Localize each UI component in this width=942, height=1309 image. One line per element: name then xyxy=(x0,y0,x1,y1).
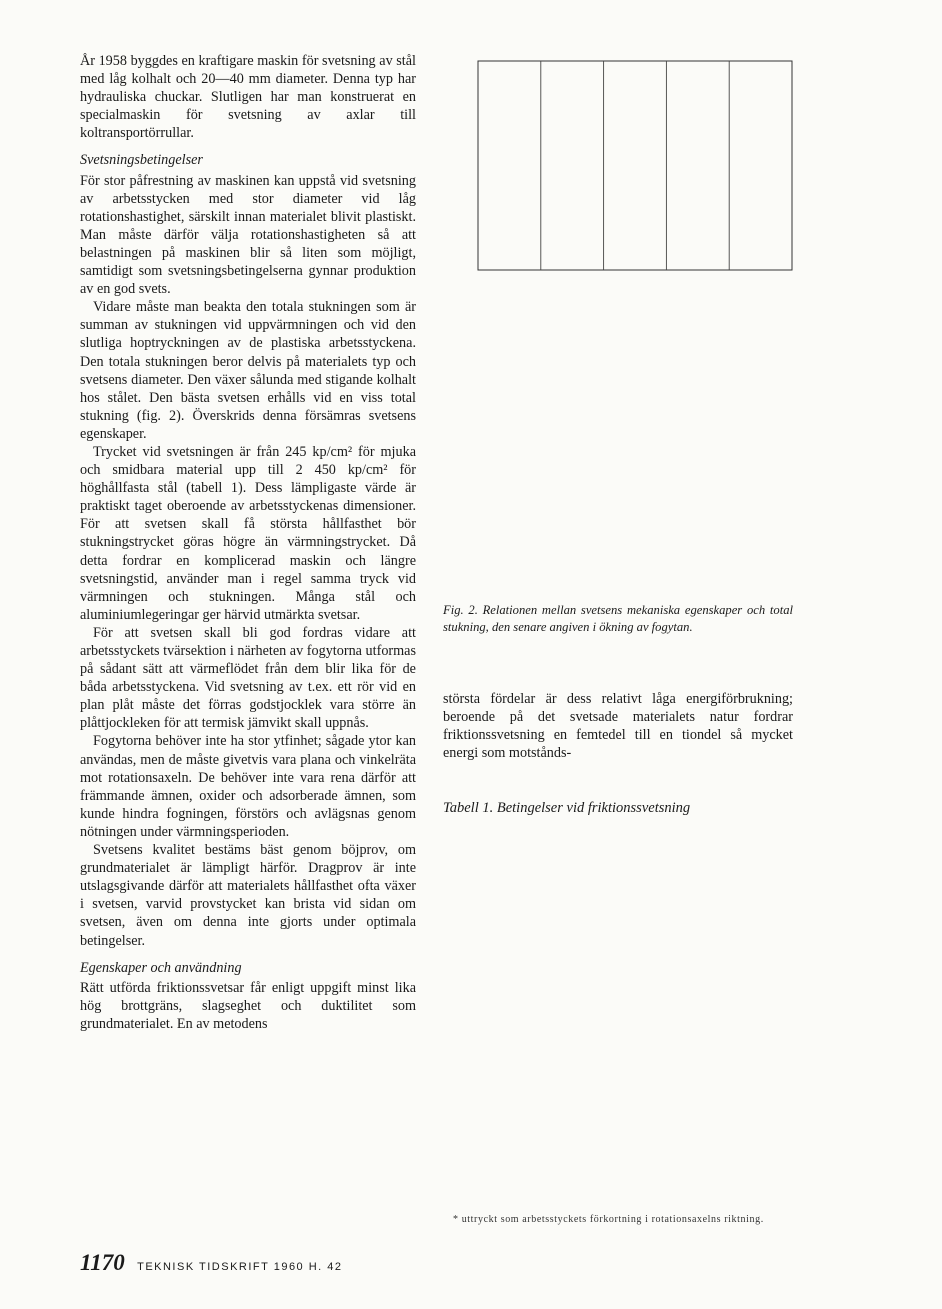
figure-2-charts xyxy=(415,40,795,598)
journal-name: TEKNISK TIDSKRIFT 1960 H. 42 xyxy=(137,1261,343,1273)
paragraph: största fördelar är dess relativt låga energiförbrukning; beroende på det svetsade materialets natur fordrar friktionssvetsning en femtedel till en tiondel så mycket energi som motstånds- xyxy=(443,691,793,762)
plot-frame xyxy=(478,61,792,270)
paragraph: Vidare måste man beakta den totala stukningen som är summan av stukningen vid uppvärmningen och vid den slutliga hoptryckningen av de plastiska arbetsstyckena. Den totala stukningen beror delvis på materialets typ och svetsens diameter. Den växer sålunda med stigande kolhalt hos stålet. Den bästa svetsen erhålls vid en viss total stukning (fig. 2). Överskrids denna försämras svetsens egenskaper. xyxy=(80,299,416,442)
paragraph: Rätt utförda friktionssvetsar får enligt uppgift minst lika hög brottgräns, slagseghet och duktilitet som grundmaterialet. En av metodens xyxy=(80,979,416,1032)
table-footnote: * uttryckt som arbetsstyckets förkortning i rotationsaxelns riktning. xyxy=(453,1214,764,1225)
paragraph: Svetsens kvalitet bestäms bäst genom böjprov, om grundmaterialet är lämpligt härför. Dragprov är inte utslagsgivande därför att materialets hållfasthet ofta växer i svetsen, varvid provstycket kan brista vid sidan om svetsen, även om denna inte gjorts under optimala betingelser. xyxy=(80,842,416,949)
paragraph: År 1958 byggdes en kraftigare maskin för svetsning av stål med låg kolhalt och 20—40 mm diameter. Denna typ har hydrauliska chuckar. Slutligen har man konstruerat en specialmaskin för svetsning av axlar till koltransportörrullar. xyxy=(80,53,416,142)
paragraph: För att svetsen skall bli god fordras vidare att arbetsstyckets tvärsektion i närheten av fogytorna utformas på sådant sätt att värmeflödet från dem blir lika för de båda arbetsstyckena. Vid svetsning av t.ex. ett rör vid en plan plåt måste det förras godstjocklek vara större än plåttjockleken för att termisk jämvikt skall uppnås. xyxy=(80,624,416,732)
table-title: Tabell 1. Betingelser vid friktionssvetsning xyxy=(443,800,691,816)
page-number: 1170 xyxy=(80,1250,125,1275)
left-text-column xyxy=(80,52,416,1033)
right-text-column xyxy=(443,690,793,762)
paragraph: Fogytorna behöver inte ha stor ytfinhet; sågade ytor kan användas, men de måste givetvis vara plana och vinkelräta mot rotationsaxeln. De behöver inte vara rena därför att främmande ämnen, oxider och adsorberade ämnen, som kunde hindra fogningen, förstörs och avlägsnas genom nötningen under värmningsperioden. xyxy=(80,733,416,840)
page-footer xyxy=(80,1250,343,1276)
section-heading: Egenskaper och användning xyxy=(80,959,242,976)
paragraph: För stor påfrestning av maskinen kan uppstå vid svetsning av arbetsstycken med stor diameter vid låg rotationshastighet, särskilt innan materialet blivit plastiskt. Man måste därför välja rotationshastigheten så att belastningen på maskinen blir så liten som möjligt, samtidigt som svetsningsbetingelserna gynnar produktion av en god svets. xyxy=(80,172,416,298)
figure-caption: Fig. 2. Relationen mellan svetsens mekaniska egenskaper och total stukning, den senare angiven i ökning av fogytan. xyxy=(443,603,793,634)
section-heading: Svetsningsbetingelser xyxy=(80,152,203,169)
paragraph: Trycket vid svetsningen är från 245 kp/cm² för mjuka och smidbara material upp till 2 450 kp/cm² för höghållfasta stål (tabell 1). Dess lämpligaste värde är praktiskt taget oberoende av arbetsstyckenas dimensioner. För att svetsen skall få största hållfasthet bör stukningstrycket göras högre än värmningstrycket. Då detta fordrar en komplicerad maskin och längre svetsningstid, använder man i regel samma tryck vid värmningen och stukningen. Många stål och aluminiumlegeringar ger härvid utmärkta svetsar. xyxy=(80,443,416,623)
chart-brottgrans xyxy=(478,61,792,270)
